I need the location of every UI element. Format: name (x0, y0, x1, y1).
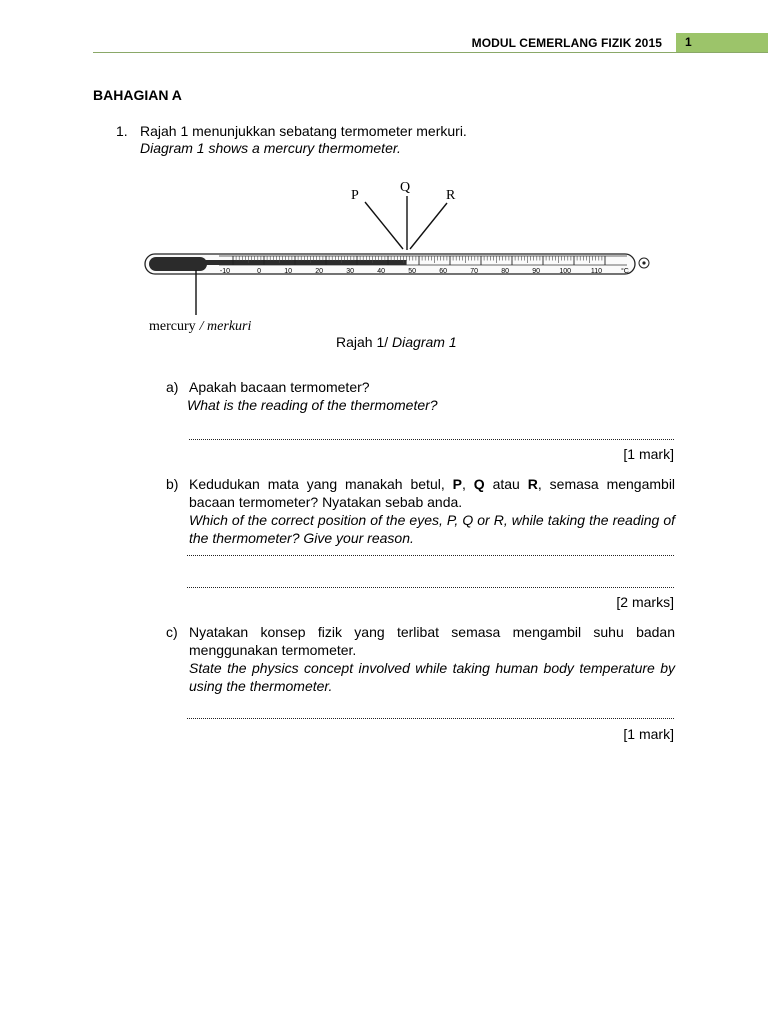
figure-caption (336, 333, 457, 351)
scale-label: 0 (257, 268, 261, 275)
part-a-text-en: What is the reading of the thermometer? (187, 397, 438, 413)
section-title: BAHAGIAN A (93, 87, 182, 103)
scale-label: 30 (346, 268, 354, 275)
part-a-text-ms: Apakah bacaan termometer? (189, 379, 370, 395)
label-q: Q (400, 180, 411, 195)
page-number: 1 (676, 33, 768, 52)
scale-label: 110 (590, 268, 602, 275)
label-r: R (446, 188, 456, 203)
question-intro-en: Diagram 1 shows a mercury thermometer. (140, 140, 401, 156)
answer-line-a[interactable] (189, 437, 674, 440)
scale-label: 90 (532, 268, 540, 275)
caption-en: Diagram 1 (392, 334, 457, 350)
scale-label: -10 (219, 268, 230, 275)
scale-label: 10 (284, 268, 292, 275)
part-a-letter: a) (166, 379, 179, 395)
scale-label: 50 (408, 268, 416, 275)
part-a-marks: [1 mark] (623, 446, 674, 462)
part-b-letter: b) (166, 476, 179, 492)
unit-label: °C (621, 268, 629, 275)
sight-line-r (410, 203, 447, 249)
mercury-column (203, 260, 407, 265)
mercury-bulb (149, 257, 207, 271)
scale-label: 80 (501, 268, 509, 275)
header-title: MODUL CEMERLANG FIZIK 2015 (471, 36, 662, 50)
question-intro-ms: Rajah 1 menunjukkan sebatang termometer merkuri. (140, 123, 467, 139)
part-b-text-en: Which of the correct position of the eyes, P, Q or R, while taking the reading of the thermometer? Give your reason. (189, 512, 675, 546)
sight-line-p (365, 202, 403, 249)
scale-label: 20 (315, 268, 323, 275)
answer-line-c[interactable] (187, 716, 674, 719)
answer-line-b2[interactable] (187, 585, 674, 588)
tube-end-dot (642, 261, 645, 264)
scale-label: 40 (377, 268, 385, 275)
part-b-text-ms: Kedudukan mata yang manakah betul, P, Q atau R, semasa mengambil bacaan termometer? Nyatakan sebab anda. (189, 476, 676, 510)
thermometer-diagram (137, 172, 660, 337)
mercury-label (149, 319, 251, 334)
part-c-text-en: State the physics concept involved while taking human body temperature by using the thermometer. (189, 660, 675, 694)
caption-ms: Rajah 1/ (336, 334, 389, 350)
part-c-letter: c) (166, 624, 178, 640)
label-p: P (351, 188, 359, 203)
scale-label: 100 (559, 268, 571, 275)
mercury-label-ms: / merkuri (199, 319, 252, 334)
scale-label: 60 (439, 268, 447, 275)
answer-line-b1[interactable] (187, 553, 674, 556)
mercury-label-en: mercury (149, 319, 196, 334)
part-c-text-ms: Nyatakan konsep fizik yang terlibat semasa mengambil suhu badan menggunakan termometer. (189, 624, 675, 658)
part-b-marks: [2 marks] (616, 594, 674, 610)
question-number: 1. (116, 123, 128, 139)
header-divider (93, 52, 768, 53)
scale-label: 70 (470, 268, 478, 275)
part-c-marks: [1 mark] (623, 726, 674, 742)
